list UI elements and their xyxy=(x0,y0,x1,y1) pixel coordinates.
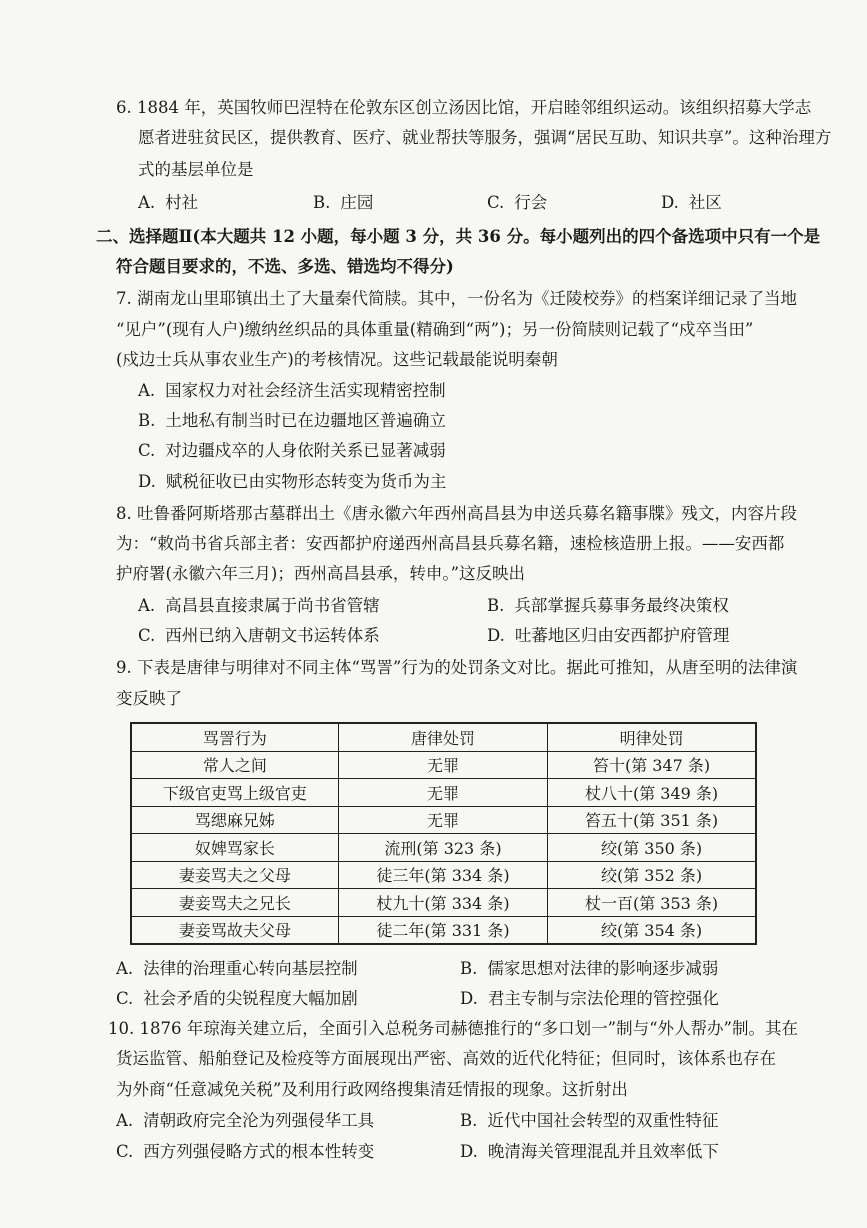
option-text: 社区 xyxy=(688,193,722,212)
q7-option-c[interactable] xyxy=(138,440,446,462)
q10-line-2: 货运监管、船舶登记及检疫等方面展现出严密、高效的近代化特征；但同时，该体系也存在 xyxy=(116,1049,776,1068)
q10-option-b[interactable] xyxy=(460,1110,718,1132)
q7-option-b[interactable] xyxy=(138,410,446,432)
option-label: C. xyxy=(116,1142,134,1161)
q6-option-c[interactable] xyxy=(487,192,547,214)
option-text: 赋税征收已由实物形态转变为货币为主 xyxy=(165,472,447,491)
law-comparison-table xyxy=(130,722,757,945)
option-label: C. xyxy=(487,193,505,212)
q8-option-d[interactable] xyxy=(487,625,729,647)
option-text: 土地私有制当时已在边疆地区普遍确立 xyxy=(165,411,446,430)
q8-option-c[interactable] xyxy=(138,625,380,647)
option-label: D. xyxy=(487,626,505,645)
option-label: A. xyxy=(138,381,156,400)
option-text: 高昌县直接隶属于尚书省管辖 xyxy=(165,596,380,615)
table-cell: 妻妾骂夫之父母 xyxy=(131,861,338,889)
q9-option-a[interactable] xyxy=(116,958,358,980)
table-cell: 杖九十(第 334 条) xyxy=(338,889,547,917)
table-cell: 骂缌麻兄姊 xyxy=(131,806,338,834)
option-text: 村社 xyxy=(165,193,199,212)
q10-option-a[interactable] xyxy=(116,1110,374,1132)
table-header-cell: 明律处罚 xyxy=(548,723,756,751)
q7-line-3: (戍边士兵从事农业生产)的考核情况。这些记载最能说明秦朝 xyxy=(116,350,558,369)
option-label: A. xyxy=(116,959,134,978)
option-text: 吐蕃地区归由安西都护府管理 xyxy=(514,626,730,645)
q8-option-a[interactable] xyxy=(138,595,380,617)
table-cell: 妻妾骂夫之兄长 xyxy=(131,889,338,917)
q6-line-2: 愿者进驻贫民区，提供教育、医疗、就业帮扶等服务，强调“居民互助、知识共享”。这种治理方 xyxy=(138,128,832,147)
option-label: D. xyxy=(661,193,679,212)
option-label: B. xyxy=(138,411,156,430)
q9-line-1: 9. 下表是唐律与明律对不同主体“骂詈”行为的处罚条文对比。据此可推知，从唐至明的法律演 xyxy=(116,658,798,677)
option-text: 庄园 xyxy=(340,193,374,212)
table-cell: 无罪 xyxy=(338,751,547,779)
table-cell: 杖八十(第 349 条) xyxy=(548,779,756,807)
q7-line-2: “见户”(现有人户)缴纳丝织品的具体重量(精确到“两”)；另一份简牍则记载了“戍卒当田” xyxy=(116,320,754,339)
option-label: B. xyxy=(460,1111,478,1130)
option-label: B. xyxy=(460,959,478,978)
option-text: 儒家思想对法律的影响逐步减弱 xyxy=(487,959,719,978)
table-header-row xyxy=(131,723,756,751)
q9-line-2: 变反映了 xyxy=(116,689,182,708)
option-label: A. xyxy=(138,596,156,615)
option-label: C. xyxy=(116,989,134,1008)
q8-line-2: 为：“敕尚书省兵部主者：安西都护府递西州高昌县兵募名籍，速检核造册上报。——安西都 xyxy=(116,534,785,553)
table-row xyxy=(131,806,756,834)
option-label: D. xyxy=(460,1142,478,1161)
table-cell: 杖一百(第 353 条) xyxy=(548,889,756,917)
table-header-cell: 唐律处罚 xyxy=(338,723,547,751)
option-text: 对边疆戍卒的人身依附关系已显著减弱 xyxy=(165,441,446,460)
q6-line-1: 6. 1884 年，英国牧师巴涅特在伦敦东区创立汤因比馆，开启睦邻组织运动。该组织招募大学志 xyxy=(116,98,812,117)
option-label: A. xyxy=(116,1111,134,1130)
q7-line-1: 7. 湖南龙山里耶镇出土了大量秦代简牍。其中，一份名为《迁陵校券》的档案详细记录了当地 xyxy=(116,289,797,308)
option-label: C. xyxy=(138,626,156,645)
option-label: C. xyxy=(138,441,156,460)
option-label: B. xyxy=(487,596,505,615)
table-row xyxy=(131,779,756,807)
q10-line-3: 为外商“任意减免关税”及利用行政网络搜集清廷情报的现象。这折射出 xyxy=(116,1080,628,1099)
option-label: B. xyxy=(313,193,331,212)
option-text: 西方列强侵略方式的根本性转变 xyxy=(143,1142,375,1161)
q10-line-1: 10. 1876 年琼海关建立后，全面引入总税务司赫德推行的“多口划一”制与“外人帮办”制。其在 xyxy=(108,1019,798,1038)
option-text: 清朝政府完全沦为列强侵华工具 xyxy=(143,1111,375,1130)
option-text: 国家权力对社会经济生活实现精密控制 xyxy=(165,381,446,400)
option-label: D. xyxy=(460,989,478,1008)
table-row xyxy=(131,916,756,944)
option-label: D. xyxy=(138,472,156,491)
table-cell: 下级官吏骂上级官吏 xyxy=(131,779,338,807)
q10-option-c[interactable] xyxy=(116,1141,374,1163)
table-cell: 绞(第 354 条) xyxy=(548,916,756,944)
q10-option-d[interactable] xyxy=(460,1141,719,1163)
table-cell: 无罪 xyxy=(338,779,547,807)
option-label: A. xyxy=(138,193,156,212)
table-cell: 无罪 xyxy=(338,806,547,834)
table-cell: 笞五十(第 351 条) xyxy=(548,806,756,834)
table-cell: 流刑(第 323 条) xyxy=(338,834,547,862)
table-cell: 妻妾骂故夫父母 xyxy=(131,916,338,944)
section2-heading-line-1: 二、选择题Ⅱ(本大题共 12 小题，每小题 3 分，共 36 分。每小题列出的四个备选项中只有一个是 xyxy=(96,227,821,246)
table-cell: 徒三年(第 334 条) xyxy=(338,861,547,889)
q8-option-b[interactable] xyxy=(487,595,729,617)
table-cell: 绞(第 352 条) xyxy=(548,861,756,889)
q8-line-3: 护府署(永徽六年三月)；西州高昌县承，转申。”这反映出 xyxy=(116,564,526,583)
q6-option-a[interactable] xyxy=(138,192,198,214)
table-row xyxy=(131,834,756,862)
q8-line-1: 8. 吐鲁番阿斯塔那古墓群出土《唐永徽六年西州高昌县为申送兵募名籍事牒》残文，内容片段 xyxy=(116,504,797,523)
option-text: 晚清海关管理混乱并且效率低下 xyxy=(487,1142,719,1161)
q6-line-3: 式的基层单位是 xyxy=(138,160,254,179)
table-cell: 笞十(第 347 条) xyxy=(548,751,756,779)
q9-option-b[interactable] xyxy=(460,958,718,980)
q9-option-d[interactable] xyxy=(460,988,719,1010)
q9-option-c[interactable] xyxy=(116,988,358,1010)
q6-option-d[interactable] xyxy=(661,192,722,214)
table-cell: 奴婢骂家长 xyxy=(131,834,338,862)
table-row xyxy=(131,861,756,889)
section2-heading-line-2: 符合题目要求的，不选、多选、错选均不得分) xyxy=(116,257,454,276)
table-cell: 绞(第 350 条) xyxy=(548,834,756,862)
option-text: 近代中国社会转型的双重性特征 xyxy=(487,1111,719,1130)
option-text: 兵部掌握兵募事务最终决策权 xyxy=(514,596,729,615)
q7-option-d[interactable] xyxy=(138,471,446,493)
table-cell: 徒二年(第 331 条) xyxy=(338,916,547,944)
q7-option-a[interactable] xyxy=(138,380,446,402)
option-text: 行会 xyxy=(514,193,548,212)
q6-option-b[interactable] xyxy=(313,192,373,214)
option-text: 社会矛盾的尖锐程度大幅加剧 xyxy=(143,989,358,1008)
table-cell: 常人之间 xyxy=(131,751,338,779)
option-text: 君主专制与宗法伦理的管控强化 xyxy=(487,989,719,1008)
table-row xyxy=(131,889,756,917)
option-text: 法律的治理重心转向基层控制 xyxy=(143,959,358,978)
table-row xyxy=(131,751,756,779)
option-text: 西州已纳入唐朝文书运转体系 xyxy=(165,626,380,645)
table-header-cell: 骂詈行为 xyxy=(131,723,338,751)
